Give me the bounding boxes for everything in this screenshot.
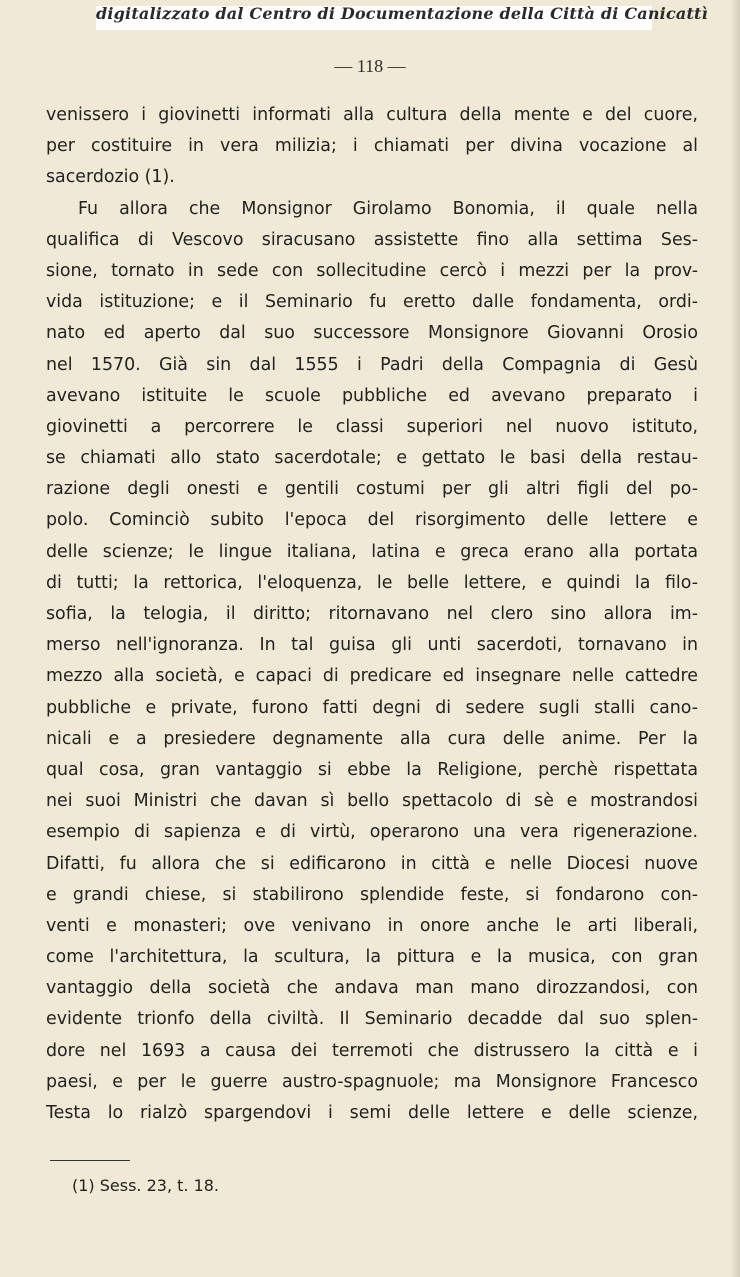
text-line: delle scienze; le lingue italiana, latina e greca erano alla portata bbox=[46, 541, 698, 562]
text-line: vantaggio della società che andava man mano dirozzandosi, con bbox=[46, 978, 698, 999]
text-line: nicali e a presiedere degnamente alla cura delle anime. Per la bbox=[46, 728, 698, 749]
text-line: per costituire in vera milizia; i chiamati per divina vocazione al bbox=[46, 136, 698, 157]
text-line: Fu allora che Monsignor Girolamo Bonomia, il quale nella bbox=[78, 198, 698, 219]
text-line: nei suoi Ministri che davan sì bello spettacolo di sè e mostrandosi bbox=[46, 791, 698, 812]
text-line: evidente trionfo della civiltà. Il Seminario decadde dal suo splen- bbox=[46, 1009, 698, 1030]
text-line: se chiamati allo stato sacerdotale; e gettato le basi della restau- bbox=[46, 448, 698, 469]
watermark: digitalizzato dal Centro di Documentazione della Città di Canicattì bbox=[96, 4, 708, 23]
text-line: razione degli onesti e gentili costumi per gli altri figli del po- bbox=[46, 479, 698, 500]
text-line: Testa lo rialzò spargendovi i semi delle lettere e delle scienze, bbox=[46, 1103, 698, 1123]
text-line: venti e monasteri; ove venivano in onore anche le arti liberali, bbox=[46, 915, 698, 936]
text-line: esempio di sapienza e di virtù, operarono una vera rigenerazione. bbox=[46, 822, 698, 843]
text-line: paesi, e per le guerre austro-spagnuole; ma Monsignore Francesco bbox=[46, 1071, 698, 1092]
text-line: di tutti; la rettorica, l'eloquenza, le belle lettere, e quindi la filo- bbox=[46, 572, 698, 593]
body-text bbox=[46, 100, 698, 1129]
text-line: vida istituzione; e il Seminario fu eretto dalle fondamenta, ordi- bbox=[46, 292, 698, 313]
page-number: — 118 — bbox=[334, 56, 406, 76]
text-line: venissero i giovinetti informati alla cultura della mente e del cuore, bbox=[46, 105, 698, 125]
text-line: giovinetti a percorrere le classi superiori nel nuovo istituto, bbox=[46, 416, 698, 437]
text-line: nato ed aperto dal suo successore Monsignore Giovanni Orosio bbox=[46, 323, 698, 344]
text-line: nel 1570. Già sin dal 1555 i Padri della Compagnia di Gesù bbox=[46, 354, 698, 375]
text-line: sofia, la telogia, il diritto; ritornavano nel clero sino allora im- bbox=[46, 604, 698, 624]
footnote-rule bbox=[50, 1160, 130, 1161]
text-line: sione, tornato in sede con sollecitudine cercò i mezzi per la prov- bbox=[46, 260, 698, 281]
text-line: come l'architettura, la scultura, la pittura e la musica, con gran bbox=[46, 947, 698, 968]
text-line: sacerdozio (1). bbox=[46, 167, 175, 188]
text-line: polo. Cominciò subito l'epoca del risorgimento delle lettere e bbox=[46, 510, 698, 531]
text-line: Difatti, fu allora che si edificarono in città e nelle Diocesi nuove bbox=[46, 853, 698, 874]
page-edge-shadow bbox=[730, 0, 740, 1277]
text-line: merso nell'ignoranza. In tal guisa gli unti sacerdoti, tornavano in bbox=[46, 635, 698, 656]
text-line: pubbliche e private, furono fatti degni di sedere sugli stalli cano- bbox=[46, 697, 698, 718]
text-line: e grandi chiese, si stabilirono splendide feste, si fondarono con- bbox=[46, 884, 698, 905]
footnote: (1) Sess. 23, t. 18. bbox=[72, 1176, 220, 1195]
text-line: qualifica di Vescovo siracusano assistette fino alla settima Ses- bbox=[46, 229, 698, 250]
text-line: avevano istituite le scuole pubbliche ed avevano preparato i bbox=[46, 385, 698, 406]
text-line: qual cosa, gran vantaggio si ebbe la Religione, perchè rispettata bbox=[46, 759, 698, 780]
text-line: mezzo alla società, e capaci di predicare ed insegnare nelle cattedre bbox=[46, 666, 698, 687]
text-line: dore nel 1693 a causa dei terremoti che distrussero la città e i bbox=[46, 1040, 698, 1061]
